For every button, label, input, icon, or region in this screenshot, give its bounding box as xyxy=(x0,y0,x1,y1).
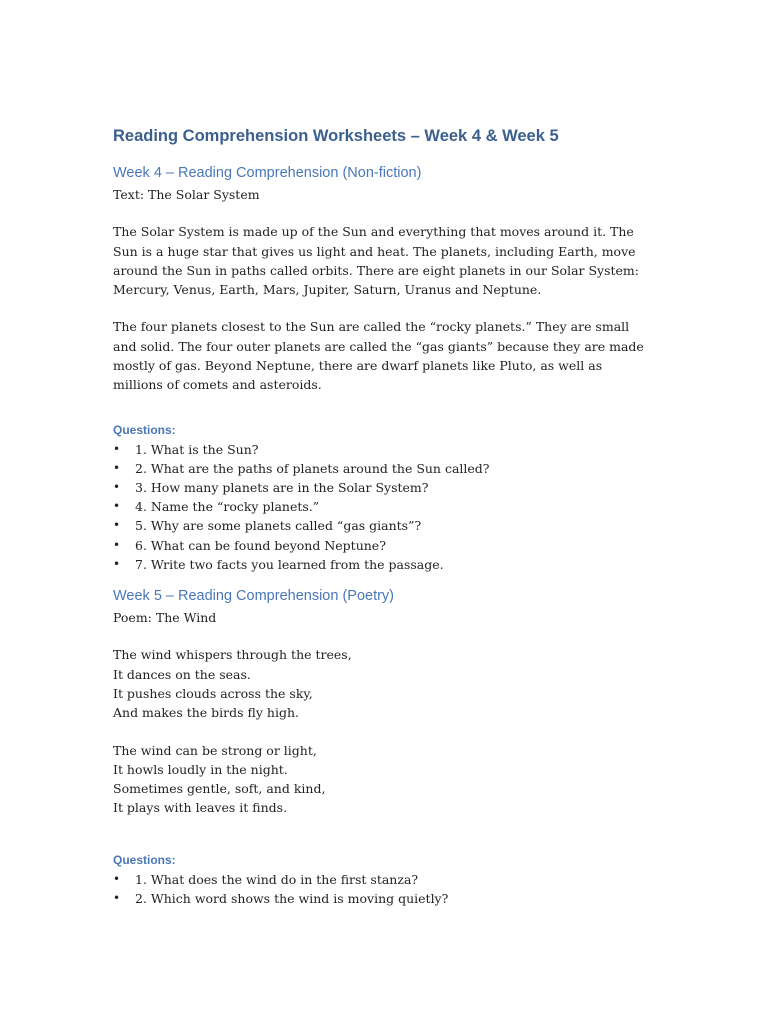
bullet-icon: • xyxy=(113,871,121,886)
week5-heading: Week 5 – Reading Comprehension (Poetry) xyxy=(113,588,395,605)
list-item xyxy=(113,889,653,908)
poem-line: Sometimes gentle, soft, and kind, xyxy=(113,781,326,797)
question-text: 1. What does the wind do in the first stanza? xyxy=(135,871,419,887)
question-text: 3. How many planets are in the Solar System? xyxy=(135,480,429,496)
bullet-icon: • xyxy=(113,480,121,495)
week5-questions-list xyxy=(113,870,653,908)
list-item xyxy=(113,516,653,535)
question-text: 2. Which word shows the wind is moving quietly? xyxy=(135,890,449,906)
week4-paragraph-1 xyxy=(113,222,653,299)
week5-poem-label: Poem: The Wind xyxy=(113,610,217,626)
poem-line: The wind whispers through the trees, xyxy=(113,647,352,663)
question-text: 2. What are the paths of planets around the Sun called? xyxy=(135,460,490,476)
poem-line: It plays with leaves it finds. xyxy=(113,800,288,816)
list-item xyxy=(113,478,653,497)
bullet-icon: • xyxy=(113,890,121,905)
poem-line: The wind can be strong or light, xyxy=(113,742,317,758)
week5-questions-label: Questions: xyxy=(113,852,176,867)
week4-questions-list xyxy=(113,440,653,574)
paragraph-text: The Solar System is made up of the Sun and everything that moves around it. The Sun is a huge star that gives us light and heat. The planets, including Earth, move around the Sun in paths called orbits. There are eight planets in our Solar System: Mercury, Venus, Earth, Mars, Jupiter, Saturn, Uranus and Neptune. xyxy=(113,224,640,298)
poem-stanza-2 xyxy=(113,741,653,818)
week4-heading: Week 4 – Reading Comprehension (Non-fiction) xyxy=(113,165,422,181)
poem-line: It dances on the seas. xyxy=(113,666,251,682)
question-text: 1. What is the Sun? xyxy=(135,441,259,457)
bullet-icon: • xyxy=(113,537,121,552)
week4-text-label: Text: The Solar System xyxy=(113,187,260,202)
list-item xyxy=(113,555,653,574)
list-item xyxy=(113,440,653,459)
worksheet-page xyxy=(113,124,653,908)
list-item xyxy=(113,497,653,516)
list-item xyxy=(113,870,653,889)
bullet-icon: • xyxy=(113,556,121,571)
bullet-icon: • xyxy=(113,460,121,475)
poem-line: It pushes clouds across the sky, xyxy=(113,685,313,701)
poem-line: It howls loudly in the night. xyxy=(113,761,288,777)
poem-line: And makes the birds fly high. xyxy=(113,705,299,721)
week4-questions-label: Questions: xyxy=(113,422,176,437)
question-text: 4. Name the “rocky planets.” xyxy=(135,499,320,515)
bullet-icon: • xyxy=(113,441,121,456)
document-title: Reading Comprehension Worksheets – Week 4 & Week 5 xyxy=(113,127,559,145)
poem-stanza-1 xyxy=(113,645,653,722)
question-text: 5. Why are some planets called “gas giants”? xyxy=(135,518,422,534)
paragraph-text: The four planets closest to the Sun are called the “rocky planets.” They are small and solid. The four outer planets are called the “gas giants” because they are made mostly of gas. Beyond Neptune, there are dwarf planets like Pluto, as well as millions of comets and asteroids. xyxy=(113,319,644,393)
list-item xyxy=(113,536,653,555)
bullet-icon: • xyxy=(113,499,121,514)
list-item xyxy=(113,459,653,478)
question-text: 6. What can be found beyond Neptune? xyxy=(135,537,386,553)
week4-paragraph-2 xyxy=(113,317,653,394)
question-text: 7. Write two facts you learned from the passage. xyxy=(135,556,444,572)
bullet-icon: • xyxy=(113,518,121,533)
